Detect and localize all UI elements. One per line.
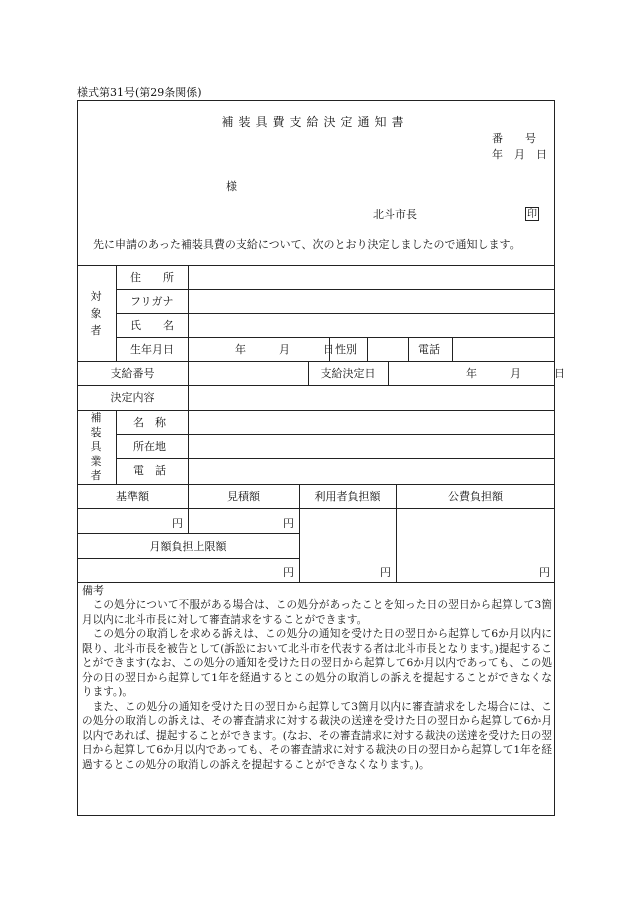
row-line [77,484,555,485]
subject-group-label: 対 象 者 [90,290,102,337]
standard-amount-yen: 円 [172,517,183,530]
row-line [116,458,555,459]
estimate-amount-header: 見積額 [227,490,260,503]
sex-label: 性別 [335,343,357,356]
row-line [77,410,555,411]
form-number-label: 様式第31号(第29条関係) [77,86,202,99]
col-line [367,337,368,361]
public-burden-header: 公費負担額 [448,490,503,503]
vendor-name-label: 名 称 [133,416,166,429]
issuer-name: 北斗市長 [373,208,417,221]
vendor-phone-label: 電 話 [133,464,166,477]
standard-amount-header: 基準額 [116,490,149,503]
remarks-paragraph: また、この処分の通知を受けた日の翌日から起算して3箇月以内に審査請求をした場合には、この処分の取消しの訴えは、その審査請求に対する裁決の送達を受けた日の翌日から起算して6か月以内であれば、提起することができます。(なお、その審査請求に対する裁決の送達を受けた日の翌日から起算して6か月以内であっても、その審査請求に対する裁決の日の翌日から起算して1年を経過するとこの処分の取消しの訴えを提起することができなくなります。)。 [82,700,552,771]
name-label: 氏 名 [130,319,174,332]
remarks-text [82,598,552,772]
col-line [116,265,117,361]
row-line [77,361,555,362]
vendor-location-label: 所在地 [133,440,166,453]
col-line [388,361,389,385]
row-line [77,385,555,386]
address-label: 住 所 [130,271,174,284]
row-line [116,289,555,290]
user-burden-header: 利用者負担額 [314,490,381,503]
document-date-label: 年 月 日 [492,148,547,161]
row-line [116,313,555,314]
table-bottom-line [77,582,555,583]
row-line [77,508,555,509]
document-title: 補装具費支給決定通知書 [221,115,409,129]
decision-content-label: 決定内容 [110,391,155,404]
decision-date-value: 年 月 日 [466,367,565,380]
seal-mark: 印 [527,209,537,220]
remarks-paragraph: この処分の取消しを求める訴えは、この処分の通知を受けた日の翌日から起算して6か月以内に限り、北斗市長を被告として(訴訟において北斗市を代表する者は北斗市長となります。)提起することができます(なお、この処分の通知を受けた日の翌日から起算して6か月以内であっても、この処分の日の翌日から起算して1年を経過するとこの処分の取消しの訴えを提起することができなくなります。)。 [82,628,552,698]
furigana-label: フリガナ [130,295,174,308]
addressee-suffix: 様 [226,180,237,193]
document-number-label: 番 号 [492,132,536,145]
remarks-label: 備考 [82,584,104,597]
decision-date-label: 支給決定日 [320,367,376,380]
row-line [116,434,555,435]
public-burden-yen: 円 [539,566,550,579]
monthly-cap-label: 月額負担上限額 [149,540,227,553]
birthdate-label: 生年月日 [130,343,174,356]
remarks-paragraph: この処分について不服がある場合は、この処分があったことを知った日の翌日から起算して3箇月以内に北斗市長に対して審査請求をすることができます。 [82,599,552,626]
row-line [77,558,299,559]
user-burden-yen: 円 [380,566,391,579]
intro-text: 先に申請のあった補装具費の支給について、次のとおり決定しましたので通知します。 [93,238,521,251]
col-line [188,265,189,484]
col-line [408,337,409,361]
col-line [452,337,453,361]
estimate-amount-yen: 円 [283,517,294,530]
phone-label: 電話 [418,343,440,356]
col-line [116,410,117,484]
row-line [77,533,299,534]
payment-number-label: 支給番号 [110,367,155,380]
monthly-cap-yen: 円 [283,566,294,579]
row-line [116,337,555,338]
birthdate-value: 年 月 日 [235,343,334,356]
vendor-group-label: 補 装 具 業 者 [90,411,102,482]
table-top-line [77,265,555,266]
